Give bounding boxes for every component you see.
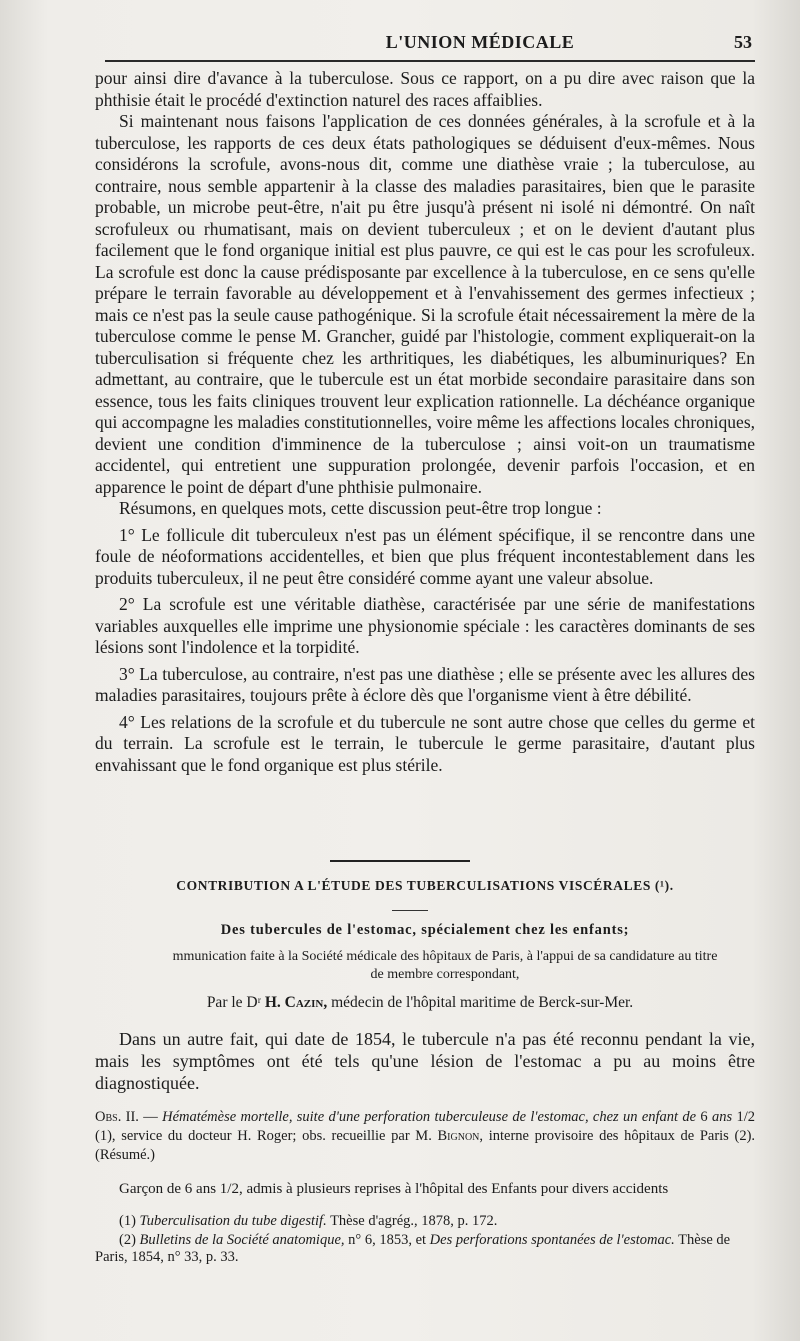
page-number: 53	[734, 32, 752, 52]
footnote	[95, 1232, 755, 1266]
observation-heading	[95, 1108, 755, 1165]
footnote	[95, 1213, 755, 1230]
author-affiliation: médecin de l'hôpital maritime de Berck-sur-Mer.	[331, 994, 634, 1011]
footnote-text: Thèse de Paris, 1854, n° 33, p. 33.	[95, 1232, 731, 1265]
article-title: CONTRIBUTION A L'ÉTUDE DES TUBERCULISATIONS VISCÉRALES (¹).	[176, 878, 674, 893]
paragraph: pour ainsi dire d'avance à la tuberculose. Sous ce rapport, on a pu dire avec raison que la phthisie était le procédé d'extinction naturel des races affaiblies.	[95, 68, 755, 110]
paragraph: Résumons, en quelques mots, cette discussion peut-être trop longue :	[119, 498, 602, 518]
journal-title: L'UNION MÉDICALE	[385, 32, 575, 52]
footnotes	[95, 1213, 755, 1268]
running-header	[90, 30, 760, 56]
author-line	[110, 994, 730, 1012]
paragraph: Dans un autre fait, qui date de 1854, le tubercule n'a pas été reconnu pendant la vie, mais les symptômes ont été tels qu'une lésion de l'estomac a pu au moins être diagnostiquée.	[95, 1029, 755, 1093]
footnote-title: Des perforations spontanées de l'estomac.	[429, 1232, 675, 1248]
observation-collector: Bignon,	[437, 1128, 484, 1144]
footnote-text: Thèse d'agrég., 1878, p. 172.	[330, 1213, 498, 1229]
observation-age-fraction: 1/2	[736, 1109, 756, 1125]
conclusion-item: 4° Les relations de la scrofule et du tubercule ne sont autre chose que celles du germe et du terrain. La scrofule est le terrain, le tubercule le germe parasitaire, d'autant plus envahissant que le fond organique est plus stérile.	[95, 711, 755, 775]
main-text	[95, 68, 755, 776]
author-prefix: Par le Dʳ	[206, 994, 261, 1011]
observation-details: (1), service du docteur H. Roger; obs. recueillie par M.	[95, 1128, 432, 1144]
communication-line: de membre correspondant,	[370, 967, 520, 982]
footnote-title: Bulletins de la Société anatomique,	[139, 1232, 345, 1248]
header-rule	[105, 60, 755, 62]
observation-details-2: interne provisoire des hôpitaux de Paris (2). (Résumé.)	[95, 1128, 756, 1163]
conclusion-item: 1° Le follicule dit tuberculeux n'est pas un élément spécifique, il se rencontre dans une foule de néoformations accidentelles, et bien que plus fréquent incontestablement dans les produits tuberculeux, il ne peut être considéré comme ayant une valeur absolue.	[95, 524, 755, 588]
section-divider	[330, 860, 470, 862]
observation-age: 6	[700, 1109, 708, 1125]
paragraph: Si maintenant nous faisons l'application de ces données générales, à la scrofule et à la tuberculose, les rapports de ces deux états pathologiques se déduisent d'eux-mêmes. Nous considérons la scrofule, avons-nous dit, comme une diathèse vraie ; la tuberculose, au contraire, nous semble appartenir à la classe des maladies parasitaires, bien que le parasite probable, un microbe peut-être, n'ait pu être jusqu'à présent ni isolé ni démontré. On naît scrofuleux ou rhumatisant, mais on devient tuberculeux ; et on le devient d'autant plus facilement que le fond organique initial est plus pauvre, ce qui est le cas pour les scrofuleux. La scrofule est donc la cause prédisposante par excellence à la tuberculose, en ce sens qu'elle prépare le terrain favorable au développement et à l'envahissement des germes infectieux ; mais ce n'est pas la seule cause pathogénique. Si la scrofule était nécessairement la mère de la tuberculose comme le pense M. Grancher, guidé par l'histologie, comment expliquerait-on la tuberculisation si fréquente chez les arthritiques, les diabétiques, les albuminuriques? En admettant, au contraire, que le tubercule est un état morbide secondaire parasitaire dans son essence, tous les faits cliniques trouvent leur explication rationnelle. La déchéance organique qui accompagne les maladies constitutionnelles, voire même les affections locales chroniques, devient une condition d'imminence de la tuberculose ; ainsi voit-on un traumatisme accidentel, qui entretient une suppuration prolongée, devenir parfois l'occasion, et en apparence le point de départ d'une phthisie pulmonaire.	[95, 111, 755, 497]
article-subtitle: Des tubercules de l'estomac, spécialement chez les enfants;	[220, 922, 630, 938]
footnote-marker: (2)	[119, 1232, 136, 1248]
conclusion-item: 3° La tuberculose, au contraire, n'est pas une diathèse ; elle se présente avec les allures des maladies parasitaires, toujours prête à éclore dès que l'organisme vient à être débilité.	[95, 663, 755, 705]
footnote-title: Tuberculisation du tube digestif.	[139, 1213, 327, 1229]
observation-label: Obs. II. —	[95, 1109, 158, 1125]
article-intro	[95, 1028, 755, 1094]
communication-note	[135, 948, 755, 984]
title-divider	[392, 910, 428, 911]
observation-age-unit: ans	[712, 1109, 733, 1125]
author-name: H. Cazin,	[264, 994, 328, 1011]
footnote-text: n° 6, 1853, et	[348, 1232, 427, 1248]
conclusion-item: 2° La scrofule est une véritable diathèse, caractérisée par une série de manifestations variables auxquelles elle imprime une physionomie spéciale : les caractères dominants de ses lésions sont l'indolence et la torpidité.	[95, 594, 755, 657]
paragraph: Garçon de 6 ans 1/2, admis à plusieurs reprises à l'hôpital des Enfants pour divers accidents	[119, 1181, 669, 1197]
observation-body	[95, 1180, 755, 1199]
footnote-marker: (1)	[119, 1213, 136, 1229]
observation-title: Hématémèse mortelle, suite d'une perforation tuberculeuse de l'estomac, chez un enfant de	[162, 1109, 697, 1125]
communication-line: mmunication faite à la Société médicale des hôpitaux de Paris, à l'appui de sa candidature au titre	[172, 949, 718, 964]
